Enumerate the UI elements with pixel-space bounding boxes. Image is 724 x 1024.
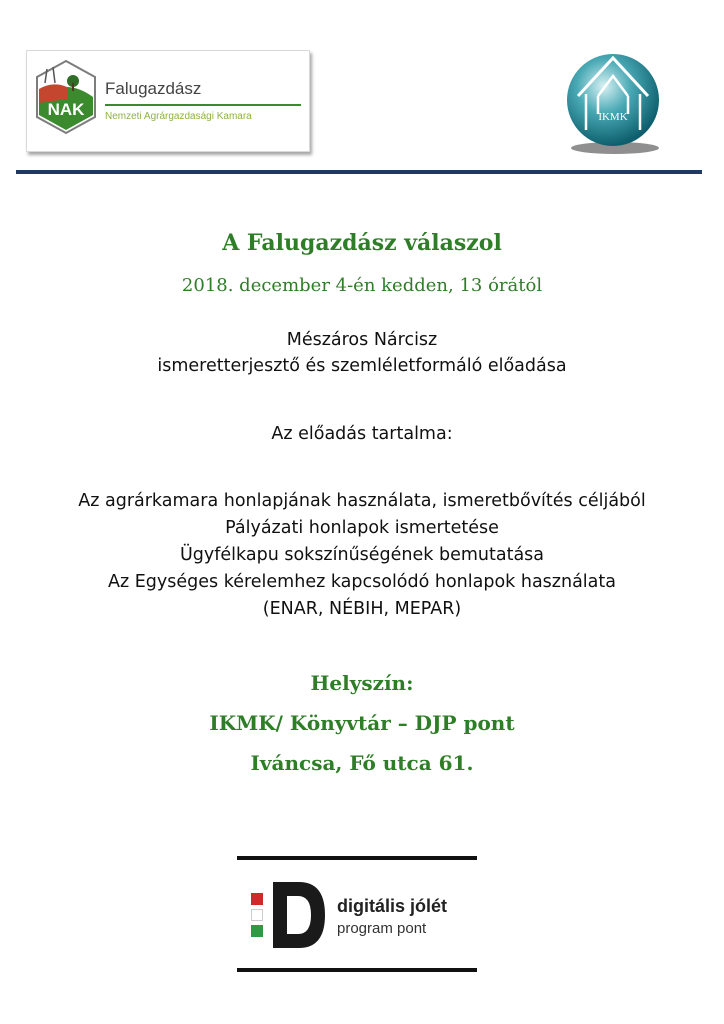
- ikmk-logo: [560, 48, 666, 158]
- venue-heading: Helyszín:: [310, 671, 414, 695]
- djp-brand-line2: program pont: [337, 920, 427, 937]
- nak-falugazdasz-logo: [26, 50, 310, 152]
- topic-item: Az agrárkamara honlapjának használata, ismeretbővítés céljából: [78, 491, 646, 511]
- contents-heading: Az előadás tartalma:: [271, 424, 453, 444]
- venue-address: Iváncsa, Fő utca 61.: [250, 751, 474, 775]
- venue-name: IKMK/ Könyvtár – DJP pont: [209, 711, 515, 735]
- topics-list: [0, 488, 724, 623]
- flag-white-square: [251, 909, 263, 921]
- nak-emblem-icon: [33, 59, 99, 135]
- speaker-role: ismeretterjesztő és szemléletformáló előadása: [157, 356, 567, 376]
- topic-item: Ügyfélkapu sokszínűségének bemutatása: [179, 545, 545, 565]
- nak-divider: [105, 104, 301, 106]
- event-title: A Falugazdász válaszol: [222, 230, 502, 256]
- event-date: 2018. december 4-én kedden, 13 órától: [181, 275, 543, 296]
- svg-text:NAK: NAK: [47, 100, 85, 119]
- speaker-name: Mészáros Nárcisz: [286, 330, 438, 350]
- djp-d-letter-icon: [273, 882, 325, 948]
- djp-brand-line1: digitális jólét: [337, 896, 448, 916]
- ikmk-logo-text: IKMK: [598, 111, 628, 123]
- flag-red-square: [251, 893, 263, 905]
- nak-title: Falugazdász: [105, 79, 202, 98]
- topic-item: Az Egységes kérelemhez kapcsolódó honlapok használata: [108, 572, 616, 592]
- topic-item: Pályázati honlapok ismertetése: [225, 518, 499, 538]
- flag-green-square: [251, 925, 263, 937]
- djp-logo: [237, 856, 477, 972]
- nak-subtitle: Nemzeti Agrárgazdasági Kamara: [105, 111, 252, 122]
- header-divider: [16, 170, 702, 174]
- topic-item: (ENAR, NÉBIH, MEPAR): [262, 599, 462, 619]
